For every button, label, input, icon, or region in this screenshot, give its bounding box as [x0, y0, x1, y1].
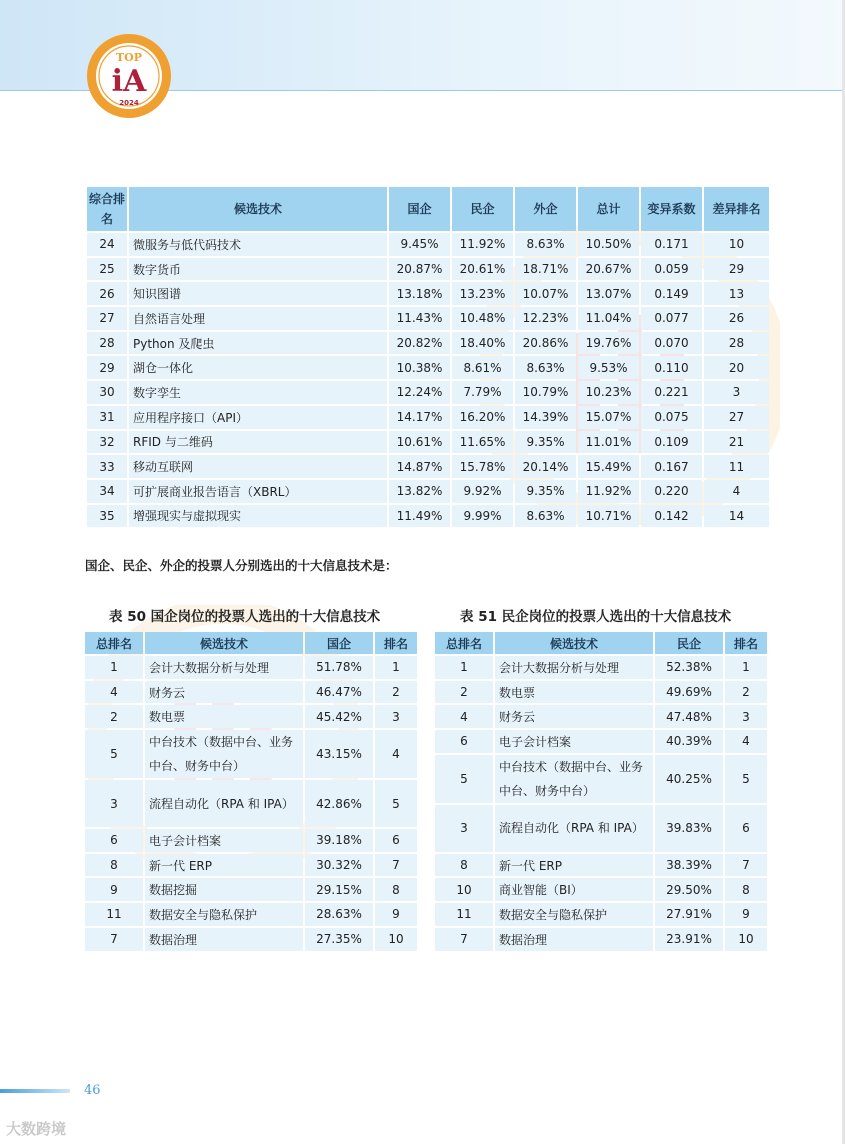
table-cell: 24 — [87, 233, 127, 256]
table-cell: 0.142 — [641, 505, 702, 528]
table-cell: 移动互联网 — [129, 455, 387, 478]
table-cell: 7 — [435, 928, 493, 951]
table-cell: 43.15% — [305, 730, 373, 778]
table-cell: 10.48% — [452, 307, 513, 330]
table-cell: 10.61% — [389, 431, 450, 454]
table-cell: 可扩展商业报告语言（XBRL） — [129, 480, 387, 503]
table-cell: 10.50% — [578, 233, 639, 256]
table-cell: 4 — [375, 730, 417, 778]
table-cell: 电子会计档案 — [495, 730, 653, 753]
table-row — [435, 705, 767, 728]
table-cell: 39.18% — [305, 829, 373, 852]
table-cell: 5 — [375, 780, 417, 827]
table-cell: 10.23% — [578, 381, 639, 404]
table-row — [435, 656, 767, 679]
table-cell: 14.17% — [389, 406, 450, 429]
table-cell: 11.92% — [578, 480, 639, 503]
table-row — [87, 455, 769, 478]
table-row — [85, 656, 417, 679]
table-cell: 29 — [87, 356, 127, 379]
table-cell: 20.87% — [389, 258, 450, 281]
table-cell: 3 — [375, 705, 417, 728]
table-cell: 流程自动化（RPA 和 IPA） — [145, 780, 303, 827]
table-cell: 26 — [704, 307, 769, 330]
table-cell: 13.07% — [578, 282, 639, 305]
table-row — [85, 780, 417, 827]
table-cell: 27 — [704, 406, 769, 429]
table-cell: 数电票 — [495, 681, 653, 704]
table-header-row — [85, 632, 417, 654]
table-cell: 38.39% — [655, 854, 723, 877]
column-header: 变异系数 — [641, 187, 702, 231]
table-cell: 18.71% — [515, 258, 576, 281]
table-cell: 数据挖掘 — [145, 878, 303, 901]
table-cell: 4 — [725, 730, 767, 753]
table-cell: 13.82% — [389, 480, 450, 503]
table-cell: 11 — [85, 903, 143, 926]
table-cell: 29 — [704, 258, 769, 281]
table-cell: 19.76% — [578, 332, 639, 355]
table-cell: 39.83% — [655, 805, 723, 852]
table-cell: 数字孪生 — [129, 381, 387, 404]
table-cell: 0.059 — [641, 258, 702, 281]
table-cell: 4 — [85, 681, 143, 704]
table-cell: 29.15% — [305, 878, 373, 901]
table-cell: 13.18% — [389, 282, 450, 305]
table-row — [87, 381, 769, 404]
table-cell: 知识图谱 — [129, 282, 387, 305]
table-cell: 1 — [725, 656, 767, 679]
table-cell: 14.39% — [515, 406, 576, 429]
logo-letters: iA — [111, 64, 147, 99]
table-cell: 9.99% — [452, 505, 513, 528]
table-cell: 15.07% — [578, 406, 639, 429]
column-header: 总计 — [578, 187, 639, 231]
table-cell: 42.86% — [305, 780, 373, 827]
table-row — [435, 755, 767, 803]
table-row — [85, 903, 417, 926]
table-cell: 20.14% — [515, 455, 576, 478]
table-cell: 11.49% — [389, 505, 450, 528]
table-cell: 32 — [87, 431, 127, 454]
logo-year: 2024 — [119, 99, 139, 107]
column-header: 总排名 — [435, 632, 493, 654]
table-cell: 5 — [85, 730, 143, 778]
table-row — [435, 681, 767, 704]
table-cell: 3 — [704, 381, 769, 404]
table-cell: 增强现实与虚拟现实 — [129, 505, 387, 528]
table-cell: 8.63% — [515, 505, 576, 528]
table-cell: 数据安全与隐私保护 — [145, 903, 303, 926]
table-cell: 20.67% — [578, 258, 639, 281]
table-cell: 9.35% — [515, 480, 576, 503]
column-header: 总排名 — [85, 632, 143, 654]
table-cell: 5 — [435, 755, 493, 803]
table-row — [85, 829, 417, 852]
table-cell: 8 — [435, 854, 493, 877]
top-ia-logo — [86, 33, 172, 119]
table-cell: 9 — [375, 903, 417, 926]
table-cell: 30 — [87, 381, 127, 404]
table-row — [87, 332, 769, 355]
table-cell: 数字货币 — [129, 258, 387, 281]
table-cell: 11.04% — [578, 307, 639, 330]
table-cell: 33 — [87, 455, 127, 478]
table-cell: 12.24% — [389, 381, 450, 404]
column-header: 国企 — [389, 187, 450, 231]
table-cell: 0.171 — [641, 233, 702, 256]
table-row — [87, 431, 769, 454]
column-header: 候选技术 — [495, 632, 653, 654]
table-row — [87, 480, 769, 503]
table-row — [87, 282, 769, 305]
table-row — [85, 681, 417, 704]
table-cell: 16.20% — [452, 406, 513, 429]
table-cell: 34 — [87, 480, 127, 503]
table-cell: 1 — [85, 656, 143, 679]
logo-top-text: TOP — [115, 51, 143, 64]
column-header: 国企 — [305, 632, 373, 654]
table-cell: 0.075 — [641, 406, 702, 429]
table-cell: 20.61% — [452, 258, 513, 281]
table-cell: 0.077 — [641, 307, 702, 330]
table-cell: 27.35% — [305, 928, 373, 951]
table-cell: 28 — [87, 332, 127, 355]
table-cell: 微服务与低代码技术 — [129, 233, 387, 256]
table-cell: 12.23% — [515, 307, 576, 330]
ranking-table — [85, 185, 771, 529]
table-cell: 0.110 — [641, 356, 702, 379]
table-cell: 应用程序接口（API） — [129, 406, 387, 429]
table-row — [435, 928, 767, 951]
table-row — [435, 854, 767, 877]
table-cell: 0.167 — [641, 455, 702, 478]
column-header: 民企 — [655, 632, 723, 654]
table-row — [435, 730, 767, 753]
table-cell: 新一代 ERP — [145, 854, 303, 877]
table-cell: 26 — [87, 282, 127, 305]
table-cell: 1 — [435, 656, 493, 679]
table-cell: 0.109 — [641, 431, 702, 454]
table-cell: 28 — [704, 332, 769, 355]
table-cell: 30.32% — [305, 854, 373, 877]
table-row — [435, 903, 767, 926]
page-number: 46 — [84, 1083, 101, 1098]
table-cell: 11.01% — [578, 431, 639, 454]
column-header: 综合排名 — [87, 187, 127, 231]
table-cell: 2 — [435, 681, 493, 704]
footer-accent-bar — [0, 1089, 70, 1093]
table-cell: 15.78% — [452, 455, 513, 478]
table-cell: 14.87% — [389, 455, 450, 478]
table-51 — [433, 630, 769, 953]
table-cell: 数电票 — [145, 705, 303, 728]
table-row — [87, 356, 769, 379]
table-row — [87, 307, 769, 330]
table-row — [85, 730, 417, 778]
table-row — [85, 705, 417, 728]
table-cell: 8 — [375, 878, 417, 901]
table-cell: 3 — [85, 780, 143, 827]
table-cell: 20.82% — [389, 332, 450, 355]
table-cell: 31 — [87, 406, 127, 429]
table-cell: 7 — [85, 928, 143, 951]
table-cell: 中台技术（数据中台、业务中台、财务中台） — [145, 730, 303, 778]
table-cell: 18.40% — [452, 332, 513, 355]
table-cell: 9.53% — [578, 356, 639, 379]
column-header: 民企 — [452, 187, 513, 231]
table-cell: 0.149 — [641, 282, 702, 305]
table-cell: 6 — [435, 730, 493, 753]
brand-watermark: 大数跨境 — [6, 1120, 67, 1138]
table-cell: 10.79% — [515, 381, 576, 404]
table-cell: 21 — [704, 431, 769, 454]
table-cell: 40.39% — [655, 730, 723, 753]
table-cell: 46.47% — [305, 681, 373, 704]
table-cell: 4 — [435, 705, 493, 728]
table-row — [87, 505, 769, 528]
table-row — [435, 805, 767, 852]
column-header: 外企 — [515, 187, 576, 231]
table-cell: 9 — [85, 878, 143, 901]
table-header-row — [87, 187, 769, 231]
table-cell: 4 — [704, 480, 769, 503]
table-cell: 8 — [725, 878, 767, 901]
table-cell: 数据治理 — [495, 928, 653, 951]
column-header: 排名 — [375, 632, 417, 654]
table-cell: 7 — [725, 854, 767, 877]
table-cell: 2 — [725, 681, 767, 704]
table-cell: 9.92% — [452, 480, 513, 503]
table-cell: 13 — [704, 282, 769, 305]
table-cell: 2 — [375, 681, 417, 704]
table-cell: 10.38% — [389, 356, 450, 379]
table-cell: 数据安全与隐私保护 — [495, 903, 653, 926]
table-cell: 13.23% — [452, 282, 513, 305]
table-row — [85, 854, 417, 877]
table-cell: 中台技术（数据中台、业务中台、财务中台） — [495, 755, 653, 803]
table-cell: 7.79% — [452, 381, 513, 404]
table-header-row — [435, 632, 767, 654]
table-cell: 0.070 — [641, 332, 702, 355]
table-cell: 0.221 — [641, 381, 702, 404]
table-cell: 52.38% — [655, 656, 723, 679]
table-cell: 电子会计档案 — [145, 829, 303, 852]
table-cell: 流程自动化（RPA 和 IPA） — [495, 805, 653, 852]
column-header: 候选技术 — [145, 632, 303, 654]
table-cell: 财务云 — [495, 705, 653, 728]
table-cell: 11 — [435, 903, 493, 926]
table-cell: 10 — [435, 878, 493, 901]
table-cell: 5 — [725, 755, 767, 803]
table-cell: 25 — [87, 258, 127, 281]
table-cell: 10 — [725, 928, 767, 951]
table-row — [85, 928, 417, 951]
table-cell: 8.63% — [515, 233, 576, 256]
table-cell: 会计大数据分析与处理 — [495, 656, 653, 679]
table-cell: 40.25% — [655, 755, 723, 803]
table-cell: 11.65% — [452, 431, 513, 454]
table-cell: 湖仓一体化 — [129, 356, 387, 379]
table-cell: 10 — [375, 928, 417, 951]
table-row — [435, 878, 767, 901]
table-cell: 14 — [704, 505, 769, 528]
table-cell: 2 — [85, 705, 143, 728]
table-cell: 新一代 ERP — [495, 854, 653, 877]
table-cell: 商业智能（BI） — [495, 878, 653, 901]
table-row — [87, 406, 769, 429]
table-cell: 10 — [704, 233, 769, 256]
table-cell: 财务云 — [145, 681, 303, 704]
table-cell: 6 — [375, 829, 417, 852]
table-row — [87, 233, 769, 256]
table-cell: RFID 与二维码 — [129, 431, 387, 454]
table-row — [85, 878, 417, 901]
table-cell: 8.63% — [515, 356, 576, 379]
table-cell: 35 — [87, 505, 127, 528]
table-cell: 3 — [435, 805, 493, 852]
table-cell: 1 — [375, 656, 417, 679]
table-cell: 20 — [704, 356, 769, 379]
table-cell: 15.49% — [578, 455, 639, 478]
table-cell: 0.220 — [641, 480, 702, 503]
table-51-caption: 表 51 民企岗位的投票人选出的十大信息技术 — [460, 609, 732, 625]
table-50 — [83, 630, 419, 953]
table-row — [87, 258, 769, 281]
table-cell: 11.92% — [452, 233, 513, 256]
column-header: 排名 — [725, 632, 767, 654]
table-cell: 23.91% — [655, 928, 723, 951]
table-cell: 9.35% — [515, 431, 576, 454]
table-cell: 8.61% — [452, 356, 513, 379]
table-50-caption: 表 50 国企岗位的投票人选出的十大信息技术 — [109, 609, 381, 625]
table-cell: 9.45% — [389, 233, 450, 256]
table-cell: 10.07% — [515, 282, 576, 305]
table-cell: Python 及爬虫 — [129, 332, 387, 355]
table-cell: 自然语言处理 — [129, 307, 387, 330]
table-cell: 11.43% — [389, 307, 450, 330]
intro-text: 国企、民企、外企的投票人分别选出的十大信息技术是： — [85, 558, 398, 573]
column-header: 差异排名 — [704, 187, 769, 231]
table-cell: 3 — [725, 705, 767, 728]
table-cell: 11 — [704, 455, 769, 478]
table-cell: 9 — [725, 903, 767, 926]
table-cell: 47.48% — [655, 705, 723, 728]
column-header: 候选技术 — [129, 187, 387, 231]
table-cell: 6 — [85, 829, 143, 852]
table-cell: 29.50% — [655, 878, 723, 901]
table-cell: 20.86% — [515, 332, 576, 355]
table-cell: 49.69% — [655, 681, 723, 704]
table-cell: 会计大数据分析与处理 — [145, 656, 303, 679]
table-cell: 8 — [85, 854, 143, 877]
table-cell: 51.78% — [305, 656, 373, 679]
table-cell: 10.71% — [578, 505, 639, 528]
table-cell: 数据治理 — [145, 928, 303, 951]
table-cell: 28.63% — [305, 903, 373, 926]
table-cell: 27.91% — [655, 903, 723, 926]
table-cell: 27 — [87, 307, 127, 330]
table-cell: 6 — [725, 805, 767, 852]
table-cell: 45.42% — [305, 705, 373, 728]
table-cell: 7 — [375, 854, 417, 877]
